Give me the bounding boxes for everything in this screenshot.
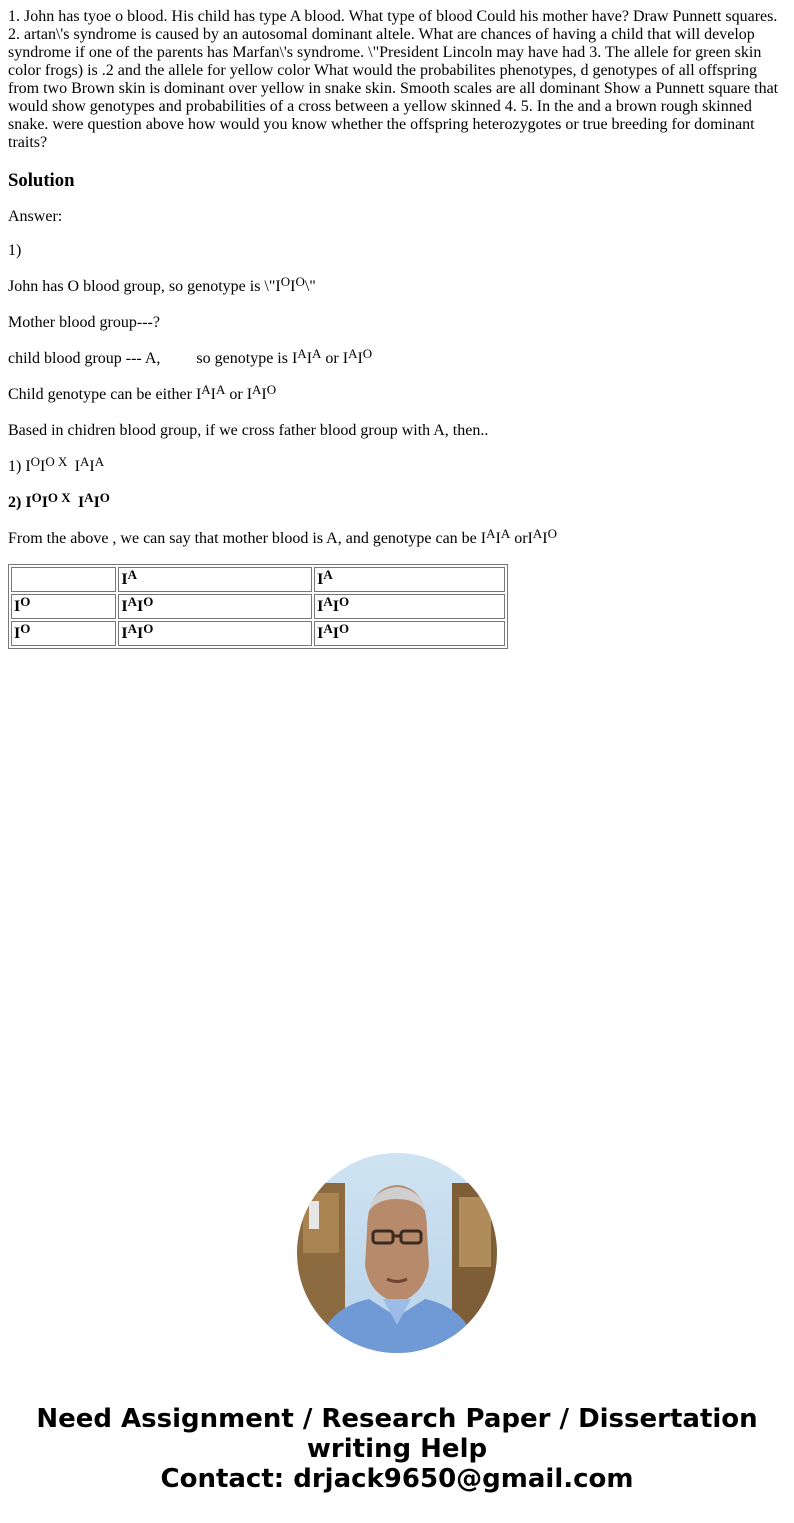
punnett-row <box>11 621 505 646</box>
punnett-cell: $I^AI^O$ <box>314 594 505 619</box>
punnett-row-header: $I^O$ <box>11 594 116 619</box>
footer-line-2: writing Help <box>306 1434 488 1464</box>
punnett-row <box>11 594 505 619</box>
solution-heading: Solution <box>8 170 75 191</box>
child-blood-group-line: child blood group --- A, so genotype is $I^AI^A$ or $I^AI^O$ <box>8 346 373 367</box>
punnett-corner-cell <box>11 567 116 592</box>
footer-banner <box>0 1404 794 1494</box>
punnett-cell: $I^AI^O$ <box>118 594 312 619</box>
punnett-header-cell: $I^A$ <box>118 567 312 592</box>
mother-line: Mother blood group---? <box>8 314 160 331</box>
john-genotype-line: John has O blood group, so genotype is $\backslash"I^OI^O\backslash$" <box>8 274 316 295</box>
punnett-cell: $I^AI^O$ <box>314 621 505 646</box>
punnett-cell: $I^AI^O$ <box>118 621 312 646</box>
part-number: 1) <box>8 242 22 259</box>
cross-1: 1) $I^OI^{O X}$ $I^AI^A$ <box>8 454 105 475</box>
avatar <box>297 1153 497 1353</box>
child-genotype-line: Child genotype can be either $I^AI^A$ or $I^AI^O$ <box>8 382 277 403</box>
footer-contact: Contact: drjack9650@gmail.com <box>160 1464 634 1494</box>
person-photo-icon <box>297 1153 497 1353</box>
punnett-header-cell: $I^A$ <box>314 567 505 592</box>
document-body <box>8 8 786 649</box>
answer-label: Answer: <box>8 208 63 225</box>
cross-2: 2) $I^OI^{O X}$ $I^AI^O$ <box>8 490 110 511</box>
question-text: 1. John has tyoe o blood. His child has type A blood. What type of blood Could his mother have? Draw Punnett squares. 2. artan\'s syndrome is caused by an autosomal dominant altele. What are chances of having a child that will develop syndrome if one of the parents has Marfan\'s syndrome. \"President Lincoln may have had 3. The allele for green skin color frogs) is .2 and the allele for yellow color What would the probabilites phenotypes, d genotypes of all offspring from two Brown skin is dominant over yellow in snake skin. Smooth scales are all dominant Show a Punnett square that would show genotypes and probabilities of a cross between a yellow skinned 4. 5. In the and a brown rough skinned snake. were question above how would you know whether the offspring heterozygotes or true breeding for dominant traits? <box>8 8 779 151</box>
based-line: Based in chidren blood group, if we cross father blood group with A, then.. <box>8 422 489 439</box>
conclusion-line: From the above , we can say that mother blood is A, and genotype can be $I^AI^A$ $orI^AI^O$ <box>8 526 557 547</box>
punnett-row-header: $I^O$ <box>11 621 116 646</box>
punnett-header-row <box>11 567 505 592</box>
punnett-square <box>8 564 508 649</box>
footer-line-1: Need Assignment / Research Paper / Dissertation <box>36 1404 758 1434</box>
